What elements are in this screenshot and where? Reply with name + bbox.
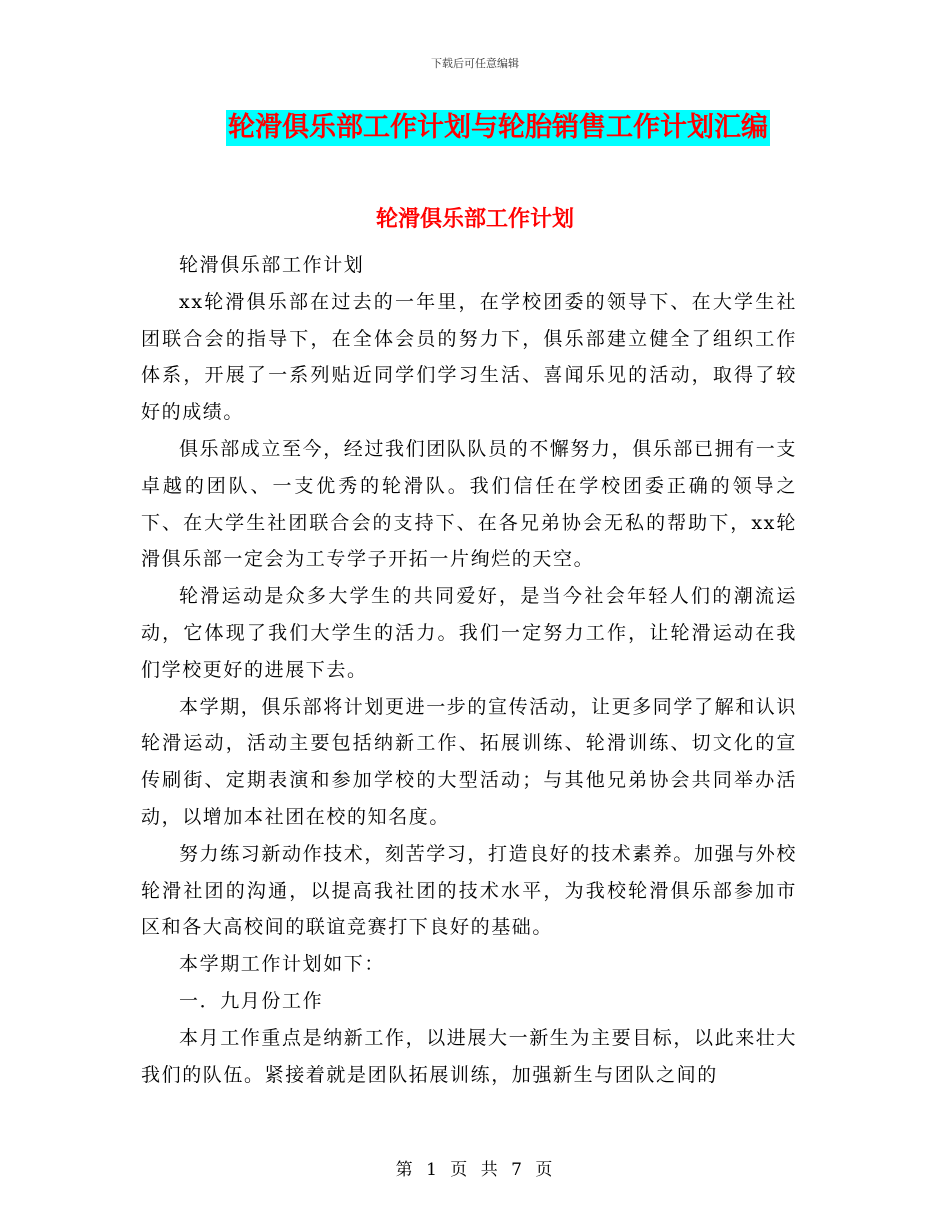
paragraph: 轮滑运动是众多大学生的共同爱好，是当今社会年轻人们的潮流运动，它体现了我们大学生的活力。我们一定努力工作，让轮滑运动在我们学校更好的进展下去。 xyxy=(141,585,797,681)
paragraph: 俱乐部成立至今，经过我们团队队员的不懈努力，俱乐部已拥有一支卓越的团队、一支优秀的轮滑队。我们信任在学校团委正确的领导之下、在大学生社团联合会的支持下、在各兄弟协会无私的帮助下，xx轮滑俱乐部一定会为工专学子开拓一片绚烂的天空。 xyxy=(141,437,798,571)
paragraph: 本学期，俱乐部将计划更进一步的宣传活动，让更多同学了解和认识轮滑运动，活动主要包括纳新工作、拓展训练、轮滑训练、切文化的宣传刷街、定期表演和参加学校的大型活动；与其他兄弟协会共同举办活动，以增加本社团在校的知名度。 xyxy=(141,695,798,828)
main-title-container xyxy=(0,110,950,146)
paragraph: 本学期工作计划如下： xyxy=(179,953,386,976)
document-body xyxy=(141,247,797,1093)
paragraph: 轮滑俱乐部工作计划 xyxy=(179,254,365,276)
page-footer: 第 1 页 共 7 页 xyxy=(395,1160,555,1180)
paragraph: 本月工作重点是纳新工作，以进展大一新生为主要目标，以此来壮大我们的队伍。紧接着就是团队拓展训练，加强新生与团队之间的 xyxy=(141,1026,798,1086)
main-title: 轮滑俱乐部工作计划与轮胎销售工作计划汇编 xyxy=(226,110,770,146)
header-note: 下载后可任意编辑 xyxy=(431,57,519,70)
paragraph: 一．九月份工作 xyxy=(179,989,324,1012)
paragraph: xx轮滑俱乐部在过去的一年里，在学校团委的领导下、在大学生社团联合会的指导下，在全体会员的努力下，俱乐部建立健全了组织工作体系，开展了一系列贴近同学们学习生活、喜闻乐见的活动，取得了较好的成绩。 xyxy=(141,290,797,424)
section-title: 轮滑俱乐部工作计划 xyxy=(375,206,574,232)
paragraph: 努力练习新动作技术，刻苦学习，打造良好的技术素养。加强与外校轮滑社团的沟通，以提高我社团的技术水平，为我校轮滑俱乐部参加市区和各大高校间的联谊竞赛打下良好的基础。 xyxy=(141,842,798,939)
